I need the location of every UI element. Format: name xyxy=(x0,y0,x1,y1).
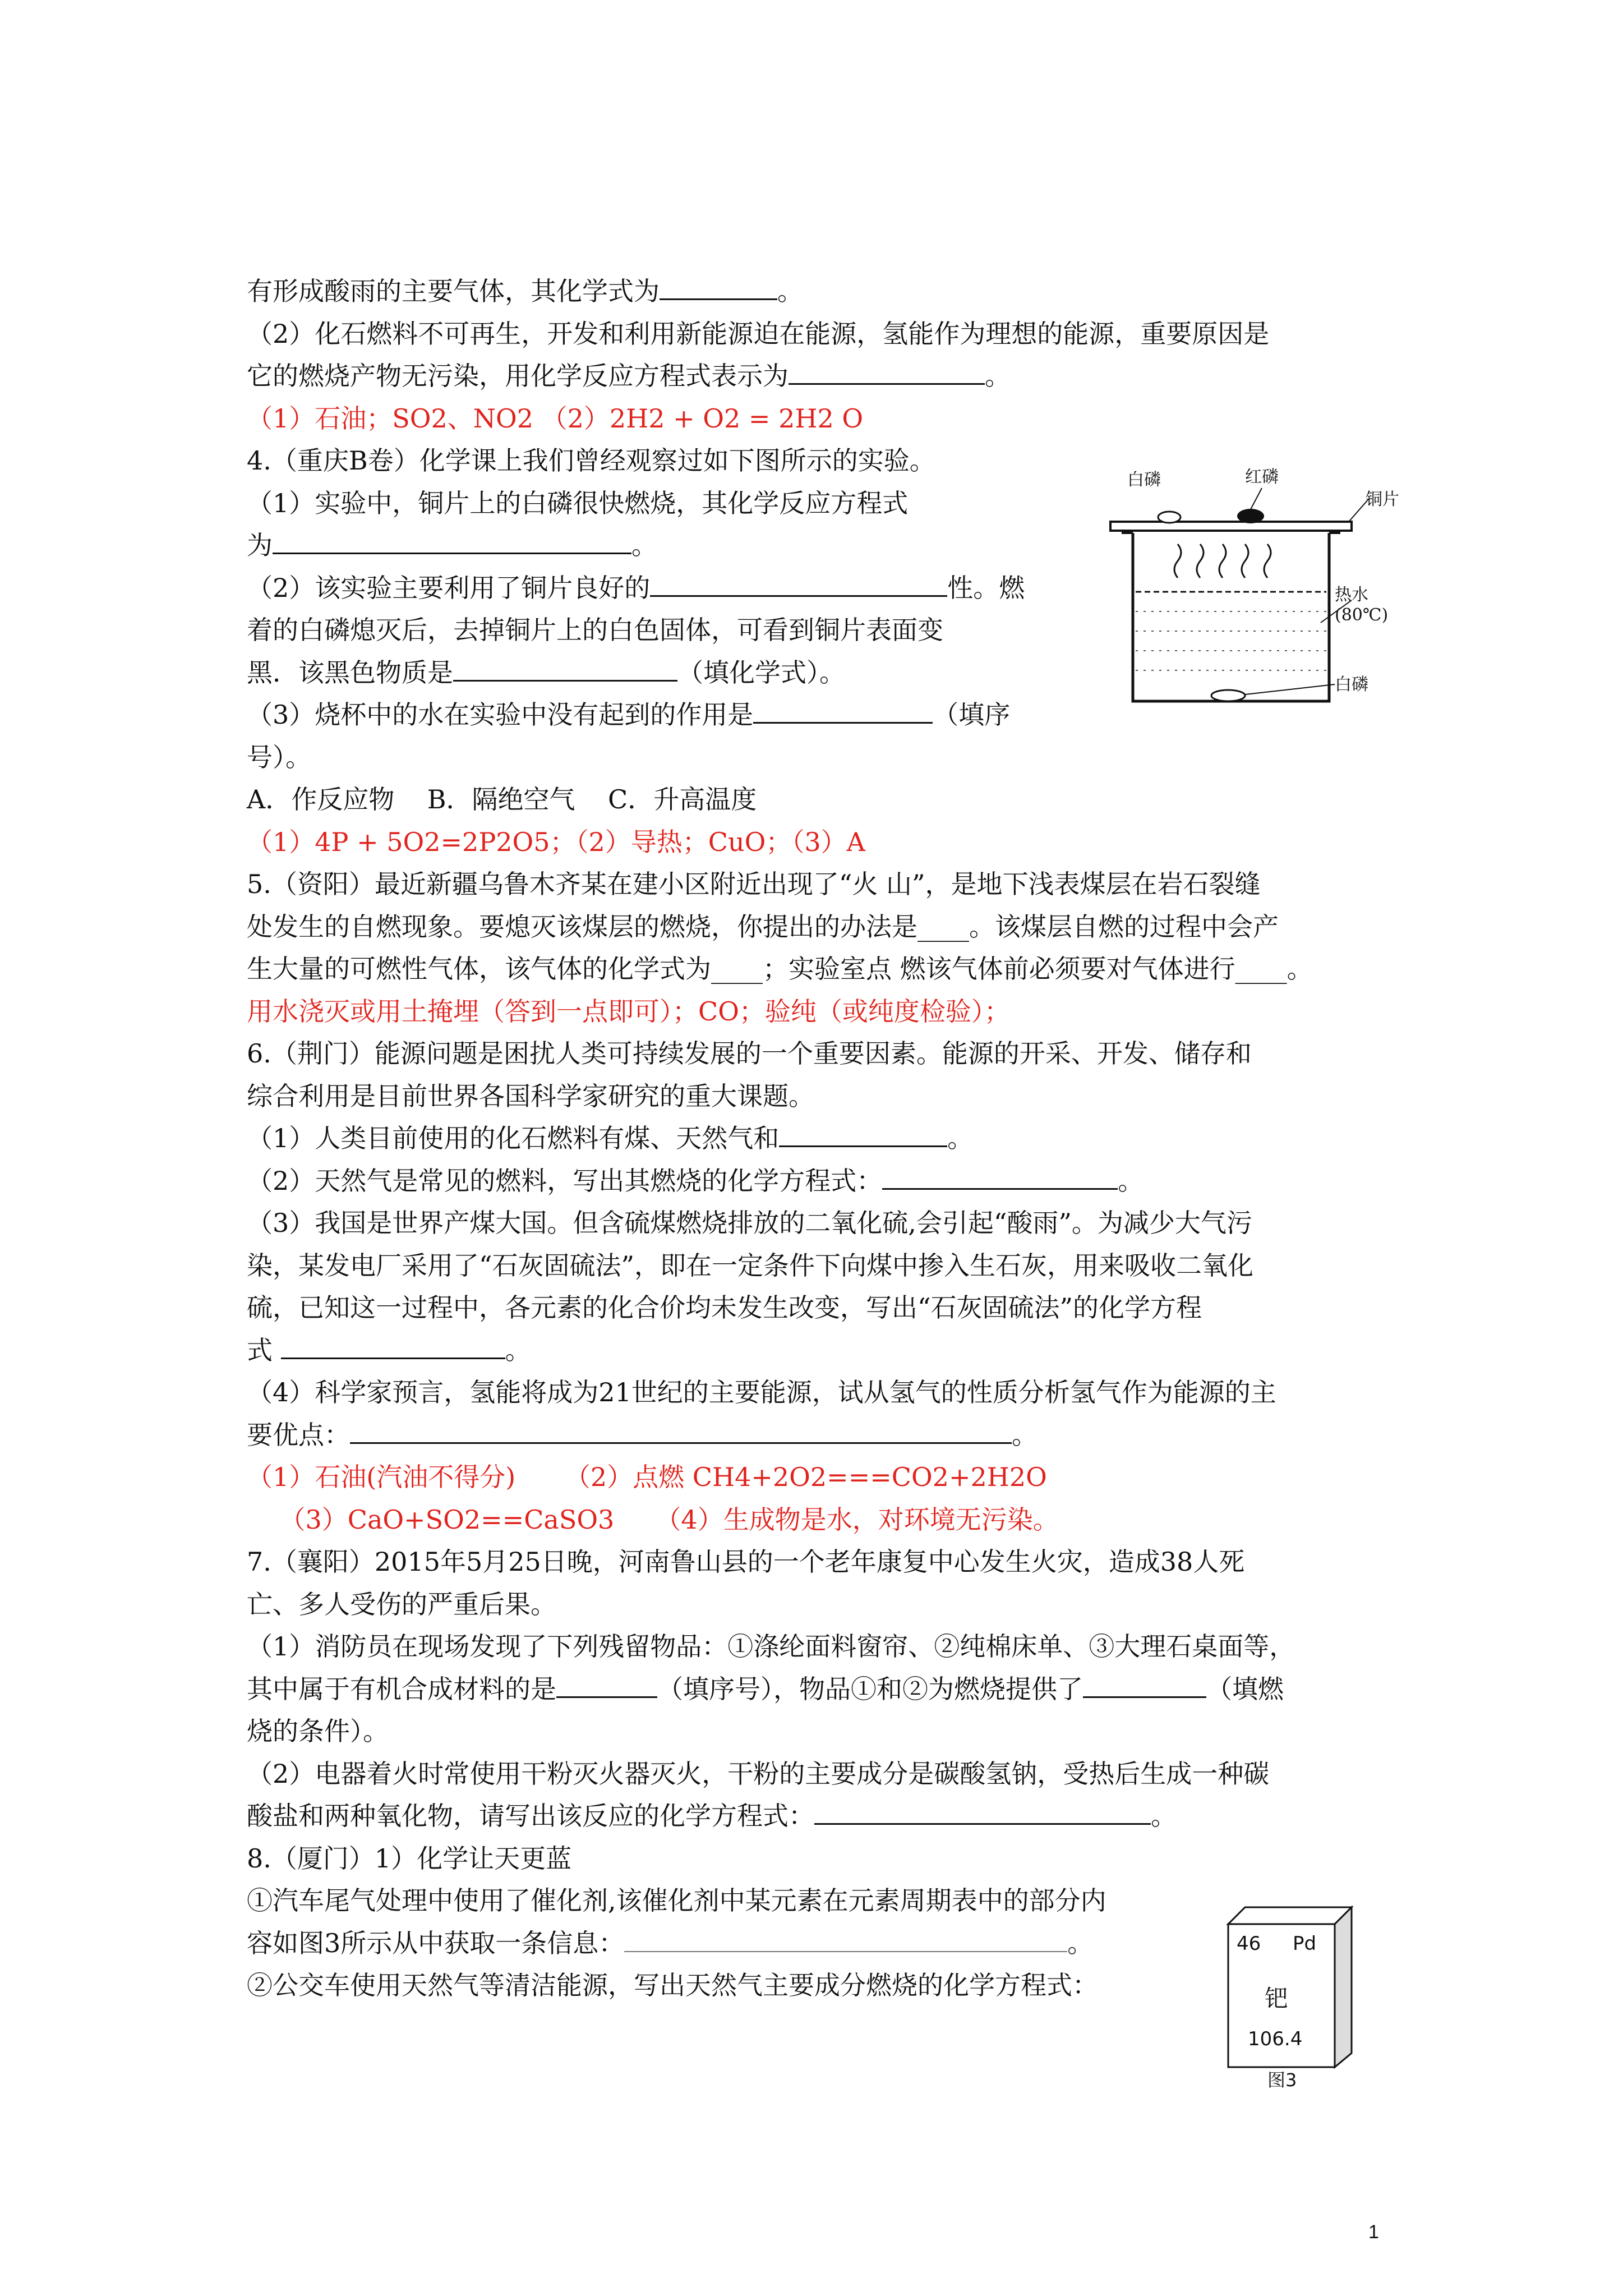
answer-text: （1）石油；SO2、NO2 （2）2H2 + O2 = 2H2 O xyxy=(247,403,864,434)
line-text: 亡、多人受伤的严重后果。 xyxy=(247,1589,556,1619)
line-text: 。 xyxy=(947,1123,974,1153)
question-line xyxy=(247,1334,531,1366)
answer-blank[interactable] xyxy=(556,1674,657,1698)
line-text: 。 xyxy=(985,361,1011,391)
line-text: 生大量的可燃性气体，该气体的化学式为____；实验室点 燃该气体前必须要对气体进行____。 xyxy=(247,954,1313,984)
answer-text: （1）石油(汽油不得分) （2）点燃 CH4+2O2===CO2+2H2O xyxy=(247,1462,1047,1492)
question-line xyxy=(247,360,1011,392)
answer-blank[interactable] xyxy=(281,1335,505,1359)
answer-blank[interactable] xyxy=(1083,1674,1206,1698)
line-text: 。 xyxy=(1118,1165,1144,1196)
answer-blank[interactable] xyxy=(624,1929,1067,1952)
line-text: 其中属于有机合成材料的是 xyxy=(247,1673,556,1704)
line-text: （填化学式）。 xyxy=(677,657,845,688)
line-text: 硫，已知这一过程中，各元素的化合价均未发生改变，写出“石灰固硫法”的化学方程 xyxy=(247,1292,1202,1323)
element-name: 钯 xyxy=(1265,1985,1289,2012)
line-text: 6.（荆门）能源问题是困扰人类可持续发展的一个重要因素。能源的开采、开发、储存和 xyxy=(247,1038,1252,1069)
question-line xyxy=(247,1037,1252,1070)
question-line xyxy=(247,1207,1252,1239)
question-line xyxy=(247,1376,1276,1409)
answer-blank[interactable] xyxy=(779,1123,947,1147)
white-phosphorus-label: 白磷 xyxy=(1127,470,1161,490)
line-text: 7.（襄阳）2015年5月25日晚，河南鲁山县的一个老年康复中心发生火灾，造成38人死 xyxy=(247,1547,1245,1577)
line-text: （填序号），物品①和②为燃烧提供了 xyxy=(657,1673,1083,1704)
question-line xyxy=(247,275,803,307)
line-text: （2）电器着火时常使用干粉灭火器灭火，干粉的主要成分是碳酸氢钠，受热后生成一种碳 xyxy=(247,1758,1270,1789)
line-text: 。 xyxy=(631,530,657,560)
question-line xyxy=(247,614,943,646)
question-line xyxy=(247,1419,1038,1451)
question-line xyxy=(247,783,757,816)
line-text: ②公交车使用天然气等清洁能源，写出天然气主要成分燃烧的化学方程式： xyxy=(247,1970,1098,2000)
question-line xyxy=(247,953,1313,985)
line-text: 有形成酸雨的主要气体，其化学式为 xyxy=(247,276,660,306)
question-line xyxy=(247,1969,1098,2001)
line-text: 要优点： xyxy=(247,1419,350,1450)
question-line xyxy=(247,656,845,689)
line-text: （填燃 xyxy=(1206,1673,1284,1704)
question-line xyxy=(247,1757,1269,1790)
question-line xyxy=(247,741,311,774)
line-text: 。 xyxy=(1067,1927,1094,1958)
answer-line xyxy=(247,1503,1059,1536)
answer-line xyxy=(247,402,863,435)
line-text: 着的白磷熄灭后，去掉铜片上的白色固体，可看到铜片表面变 xyxy=(247,615,943,645)
question-line xyxy=(247,1927,1093,1959)
line-text: （1）实验中，铜片上的白磷很快燃烧，其化学反应方程式 xyxy=(247,487,909,518)
question-line xyxy=(247,698,1010,731)
answer-line xyxy=(247,826,865,858)
line-text: 性。燃 xyxy=(947,572,1025,603)
answer-blank[interactable] xyxy=(453,657,677,682)
line-text: 染，某发电厂采用了“石灰固硫法”，即在一定条件下向煤中掺入生石灰，用来吸收二氧化 xyxy=(247,1250,1254,1281)
line-text: （2）化石燃料不可再生，开发和利用新能源迫在能源，氢能作为理想的能源，重要原因是 xyxy=(247,318,1270,349)
line-text: 烧的条件）。 xyxy=(247,1716,389,1746)
line-text: （填序 xyxy=(933,700,1011,730)
line-text: 式 xyxy=(247,1335,281,1365)
figure-caption: 图3 xyxy=(1267,2069,1297,2091)
question-line xyxy=(247,1630,1295,1663)
question-line xyxy=(247,572,1025,604)
line-text: 综合利用是目前世界各国科学家研究的重大课题。 xyxy=(247,1080,814,1111)
question-line xyxy=(247,1545,1244,1578)
copper-plate-label: 铜片 xyxy=(1366,490,1399,509)
line-text: 容如图3所示从中获取一条信息： xyxy=(247,1927,625,1958)
line-text: 。 xyxy=(1012,1419,1038,1450)
question-line xyxy=(247,1291,1202,1324)
question-line xyxy=(247,1122,973,1154)
beaker-experiment-figure xyxy=(1105,454,1419,712)
page-number: 1 xyxy=(1368,2221,1379,2243)
question-line xyxy=(247,1165,1144,1197)
question-line xyxy=(247,1080,814,1112)
line-text: （1）消防员在现场发现了下列残留物品：①涤纶面料窗帘、②纯棉床单、③大理石桌面等， xyxy=(247,1631,1295,1662)
line-text: 5.（资阳）最近新疆乌鲁木齐某在建小区附近出现了“火 山”，是地下浅表煤层在岩石裂缝 xyxy=(247,869,1261,899)
line-text: 4.（重庆B卷）化学课上我们曾经观察过如下图所示的实验。 xyxy=(247,445,935,476)
line-text: （3）我国是世界产煤大国。但含硫煤燃烧排放的二氧化硫,会引起“酸雨”。为减少大气污 xyxy=(247,1208,1252,1238)
answer-blank[interactable] xyxy=(660,276,777,300)
line-text: （1）人类目前使用的化石燃料有煤、天然气和 xyxy=(247,1123,780,1153)
question-line xyxy=(247,1673,1284,1705)
atomic-number: 46 xyxy=(1237,1932,1261,1955)
line-text: （3）烧杯中的水在实验中没有起到的作用是 xyxy=(247,700,754,730)
line-text: 。 xyxy=(505,1335,531,1365)
answer-text: 用水浇灭或用土掩埋（答到一点即可）；CO；验纯（或纯度检验）； xyxy=(247,996,1010,1027)
element-symbol: Pd xyxy=(1293,1932,1317,1955)
line-text: 它的燃烧产物无污染，用化学反应方程式表示为 xyxy=(247,361,789,391)
atomic-mass: 106.4 xyxy=(1248,2028,1303,2050)
line-text: （4）科学家预言，氢能将成为21世纪的主要能源，试从氢气的性质分析氢气作为能源的主 xyxy=(247,1377,1276,1407)
answer-blank[interactable] xyxy=(814,1801,1151,1825)
question-line xyxy=(247,1842,571,1875)
line-text: 为 xyxy=(247,530,273,560)
white-phosphorus-bottom-label: 白磷 xyxy=(1335,675,1368,694)
question-line xyxy=(247,529,657,562)
question-line xyxy=(247,1249,1253,1282)
question-line xyxy=(247,1715,389,1747)
line-text: （2）该实验主要利用了铜片良好的 xyxy=(247,572,651,603)
line-text: 处发生的自燃现象。要熄灭该煤层的燃烧，你提出的办法是____。该煤层自燃的过程中会产 xyxy=(247,911,1279,942)
red-phosphorus-label: 红磷 xyxy=(1245,467,1279,487)
answer-blank[interactable] xyxy=(350,1420,1012,1444)
answer-blank[interactable] xyxy=(273,530,631,554)
line-text: 酸盐和两种氧化物，请写出该反应的化学方程式： xyxy=(247,1801,814,1831)
line-text: 。 xyxy=(1151,1801,1177,1831)
question-line xyxy=(247,1800,1177,1832)
question-line xyxy=(247,1884,1106,1917)
palladium-element-figure xyxy=(1223,1902,1357,2091)
line-text: 。 xyxy=(777,276,803,306)
line-text: （2）天然气是常见的燃料，写出其燃烧的化学方程式： xyxy=(247,1165,883,1196)
line-text: 号）。 xyxy=(247,742,311,772)
line-text: 黑．该黑色物质是 xyxy=(247,657,453,688)
question-line xyxy=(247,318,1269,350)
answer-line xyxy=(247,995,1010,1028)
answer-blank[interactable] xyxy=(789,361,985,385)
question-line xyxy=(247,1588,556,1621)
hot-water-label: 热水(80℃) xyxy=(1335,585,1389,625)
question-line xyxy=(247,910,1279,943)
line-text: ①汽车尾气处理中使用了催化剂,该催化剂中某元素在元素周期表中的部分内 xyxy=(247,1885,1106,1916)
line-text: 8.（厦门）1）化学让天更蓝 xyxy=(247,1843,572,1874)
answer-text: （3）CaO+SO2==CaSO3 （4）生成物是水，对环境无污染。 xyxy=(247,1504,1059,1535)
answer-blank[interactable] xyxy=(753,700,933,724)
answer-text: （1）4P + 5O2=2P2O5；（2）导热；CuO；（3）A xyxy=(247,826,865,857)
answer-blank[interactable] xyxy=(882,1166,1118,1190)
question-line xyxy=(247,868,1261,900)
answer-blank[interactable] xyxy=(650,573,947,597)
answer-line xyxy=(247,1461,1047,1493)
question-line xyxy=(247,444,935,477)
question-line xyxy=(247,487,908,519)
line-text: A．作反应物 B．隔绝空气 C．升高温度 xyxy=(247,784,757,815)
